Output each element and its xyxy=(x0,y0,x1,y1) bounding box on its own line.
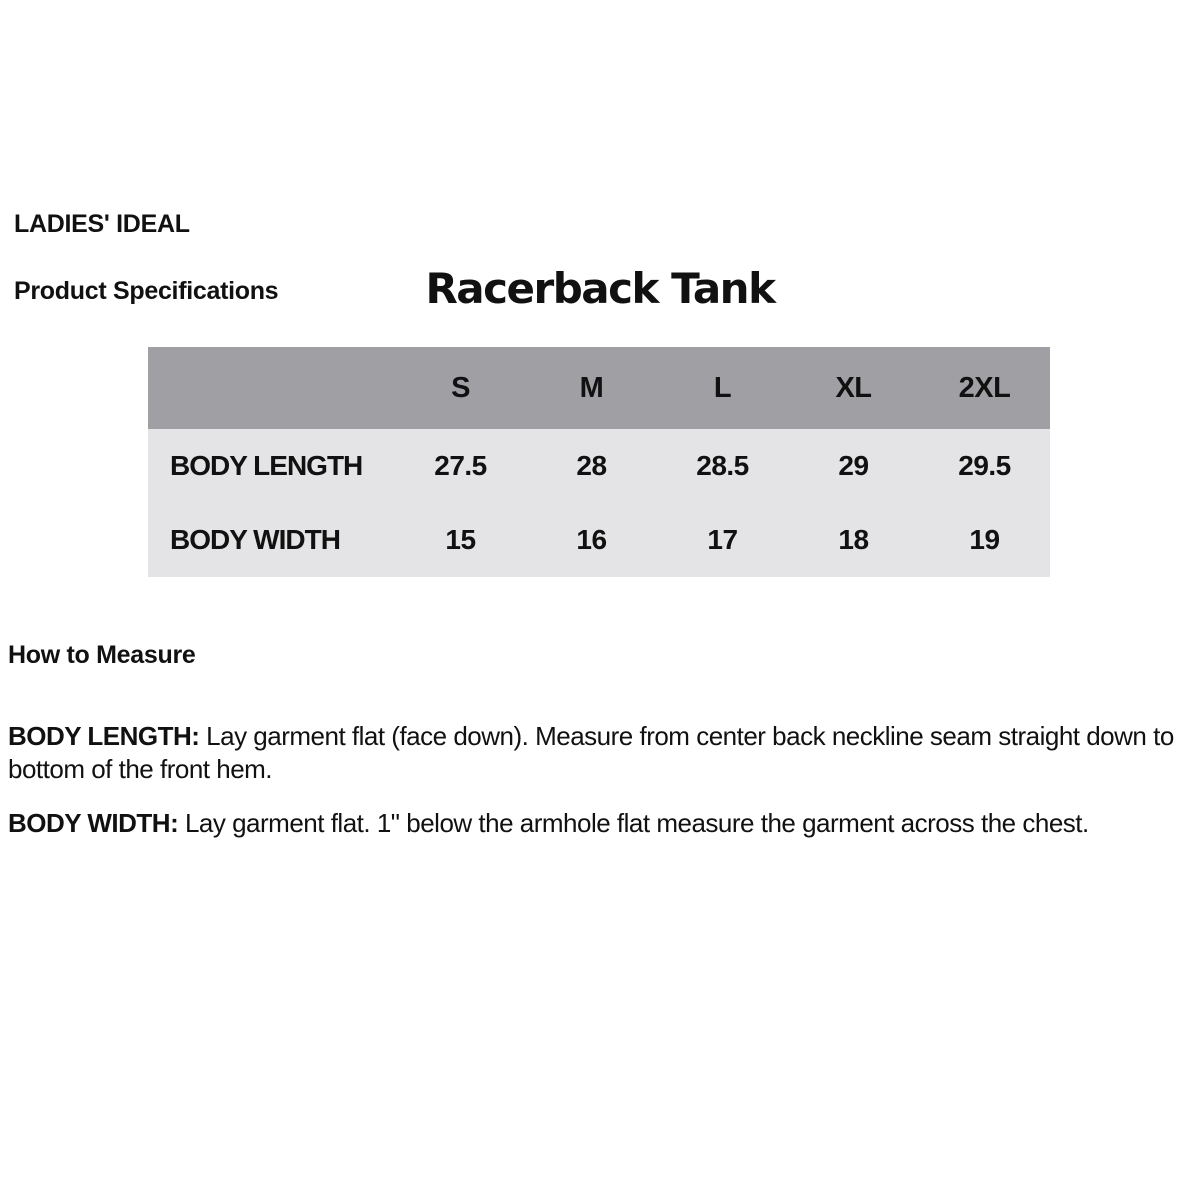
size-chart-corner-cell xyxy=(148,347,395,429)
how-to-measure-heading: How to Measure xyxy=(8,641,196,669)
body-length-instruction-label: BODY LENGTH: xyxy=(8,721,200,751)
body-width-xl: 18 xyxy=(838,524,869,555)
body-length-m: 28 xyxy=(576,450,607,481)
body-width-instruction-text: Lay garment flat. 1" below the armhole flat measure the garment across the chest. xyxy=(178,808,1089,838)
row-label-body-length: BODY LENGTH xyxy=(170,450,363,481)
brand-label: LADIES' IDEAL xyxy=(14,210,190,238)
size-column-l: L xyxy=(713,371,732,404)
body-length-s: 27.5 xyxy=(434,450,487,481)
how-to-measure-instructions xyxy=(8,720,1193,861)
body-length-instruction xyxy=(8,720,1193,786)
body-length-instruction-text: Lay garment flat (face down). Measure from center back neckline seam straight down to bottom of the front hem. xyxy=(8,721,1174,784)
row-label-body-width: BODY WIDTH xyxy=(170,524,340,555)
body-length-xl: 29 xyxy=(838,450,869,481)
size-column-xl: XL xyxy=(835,371,872,404)
size-column-2xl: 2XL xyxy=(958,371,1011,404)
body-width-m: 16 xyxy=(576,524,607,555)
size-column-m: M xyxy=(579,371,604,404)
table-row-body-width xyxy=(148,503,1050,577)
size-chart-header-row xyxy=(148,347,1050,429)
body-width-s: 15 xyxy=(445,524,476,555)
body-width-instruction-label: BODY WIDTH: xyxy=(8,808,179,838)
body-width-instruction xyxy=(8,807,1193,840)
body-width-2xl: 19 xyxy=(969,524,1000,555)
body-width-l: 17 xyxy=(707,524,738,555)
table-row-body-length xyxy=(148,429,1050,503)
size-chart-table xyxy=(148,347,1050,577)
body-length-l: 28.5 xyxy=(696,450,749,481)
section-title: Product Specifications xyxy=(14,277,279,305)
size-column-s: S xyxy=(451,371,470,404)
body-length-2xl: 29.5 xyxy=(958,450,1011,481)
product-title: Racerback Tank xyxy=(425,264,775,313)
